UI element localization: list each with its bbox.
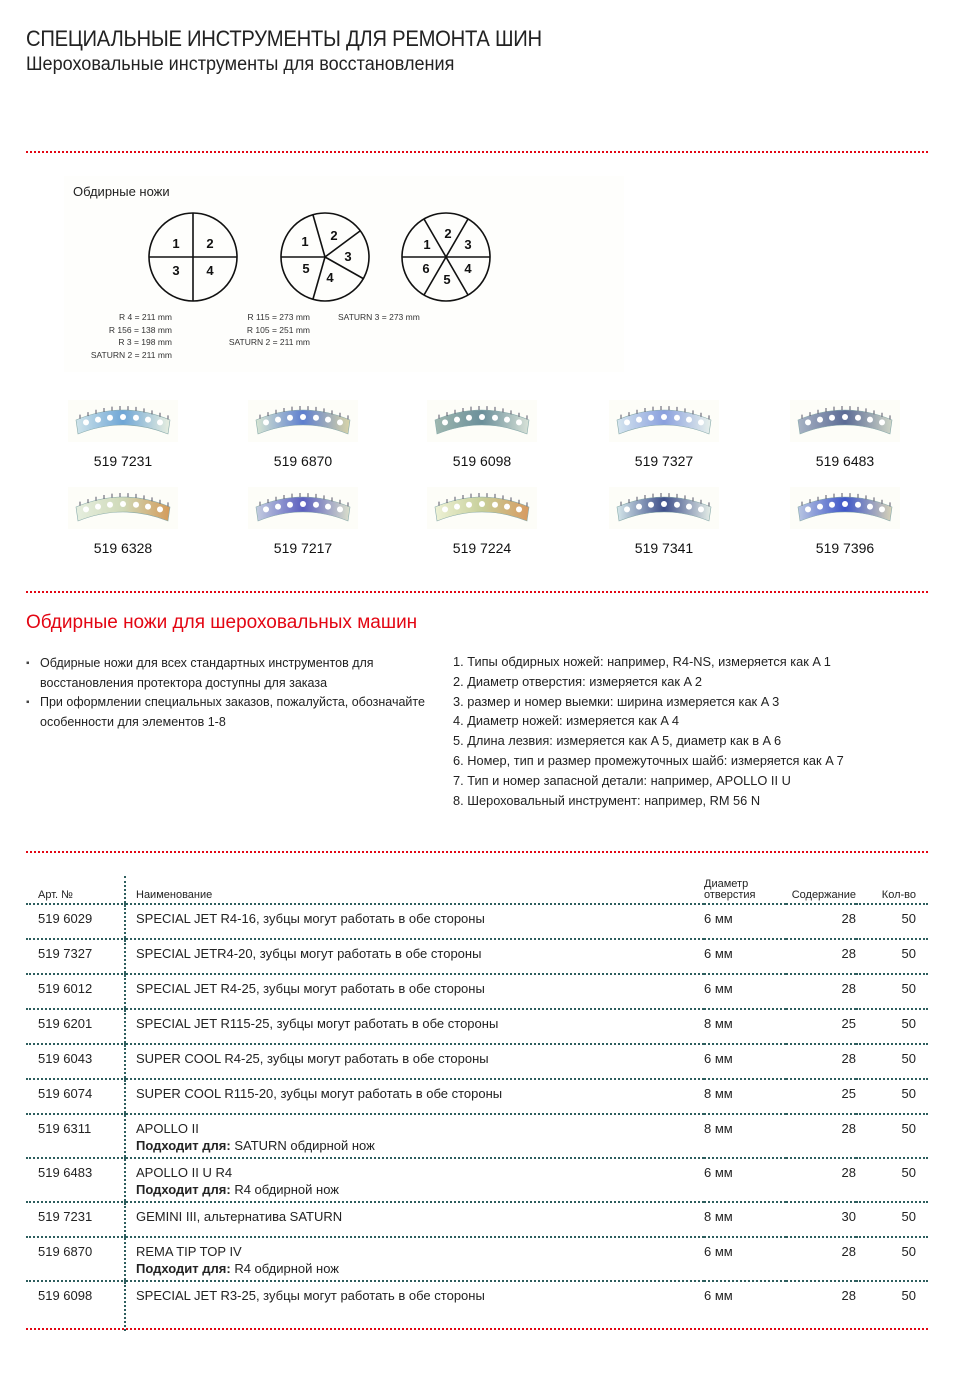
product-name: SPECIAL JET R4-25, зубцы могут работать в обе стороны xyxy=(125,974,704,1009)
diagram-notes-2: R 115 = 273 mm R 105 = 251 mm SATURN 2 = 211 mm xyxy=(228,312,310,347)
article-number: 519 6311 xyxy=(26,1114,125,1158)
segment-label: 4 xyxy=(206,263,214,278)
segment-label: 6 xyxy=(422,261,430,276)
rasp-blade-image xyxy=(790,487,900,529)
table-row xyxy=(26,1281,928,1331)
numbered-item: 5. Длина лезвия: измеряется как A 5, диаметр как в A 6 xyxy=(453,733,782,749)
blade-item xyxy=(243,487,363,556)
blade-article-number: 519 7217 xyxy=(273,540,333,556)
quantity: 50 xyxy=(856,904,928,939)
table-row xyxy=(26,974,928,1009)
content-count: 30 xyxy=(786,1202,856,1237)
content-count: 25 xyxy=(786,1079,856,1114)
hole-diameter: 8 мм xyxy=(704,1009,786,1044)
article-number: 519 7231 xyxy=(26,1202,125,1237)
quantity: 50 xyxy=(856,1158,928,1202)
content-count: 25 xyxy=(786,1009,856,1044)
article-number: 519 6201 xyxy=(26,1009,125,1044)
segment-label: 1 xyxy=(301,234,309,249)
blade-item xyxy=(785,400,905,469)
numbered-item: 8. Шероховальный инструмент: например, RM 56 N xyxy=(453,792,761,808)
divider xyxy=(26,151,928,153)
rasp-blade-image xyxy=(427,487,537,529)
segment-label: 2 xyxy=(206,236,214,251)
segment-label: 1 xyxy=(172,236,180,251)
content-count: 28 xyxy=(786,904,856,939)
blade-article-number: 519 7341 xyxy=(634,540,694,556)
blade-item xyxy=(422,400,542,469)
diagram-caption: Обдирные ножи xyxy=(73,184,170,199)
rasp-blade-image xyxy=(68,400,178,442)
content-count: 28 xyxy=(786,1044,856,1079)
table-row xyxy=(26,1079,928,1114)
blade-item xyxy=(785,487,905,556)
bullet-item: ▪ Обдирные ножи для всех стандартных инструментов для восстановления протектора доступны для заказа xyxy=(26,654,426,693)
diagram-circle-4-segments xyxy=(149,213,237,301)
product-name: SPECIAL JETR4-20, зубцы могут работать в обе стороны xyxy=(125,939,704,974)
divider xyxy=(26,591,928,593)
article-number: 519 6043 xyxy=(26,1044,125,1079)
diagram-notes-1: R 4 = 211 mm R 156 = 138 mm R 3 = 198 mm SATURN 2 = 211 mm xyxy=(90,312,172,360)
segment-label: 3 xyxy=(172,263,180,278)
numbered-item: 6. Номер, тип и размер промежуточных шайб: измеряется как A 7 xyxy=(453,752,844,768)
product-name: SPECIAL JET R3-25, зубцы могут работать в обе стороны xyxy=(125,1281,704,1331)
product-name: APOLLO II Подходит для: SATURN обдирной нож xyxy=(125,1114,704,1158)
blade-article-number: 519 6483 xyxy=(815,453,875,469)
rasp-blade-image xyxy=(609,487,719,529)
article-number: 519 6483 xyxy=(26,1158,125,1202)
segment-label: 5 xyxy=(302,261,310,276)
hole-diameter: 8 мм xyxy=(704,1079,786,1114)
blade-item xyxy=(63,487,183,556)
hole-diameter: 6 мм xyxy=(704,904,786,939)
table-row xyxy=(26,1114,928,1158)
product-name: SPECIAL JET R4-16, зубцы могут работать в обе стороны xyxy=(125,904,704,939)
hole-diameter: 6 мм xyxy=(704,939,786,974)
diagram-circle-6-segments xyxy=(402,213,490,301)
table-row xyxy=(26,1009,928,1044)
header-diameter: Диаметр отверстия xyxy=(704,876,786,904)
product-name: SUPER COOL R115-20, зубцы могут работать в обе стороны xyxy=(125,1079,704,1114)
product-name: SUPER COOL R4-25, зубцы могут работать в обе стороны xyxy=(125,1044,704,1079)
table-row xyxy=(26,1044,928,1079)
content-count: 28 xyxy=(786,1114,856,1158)
quantity: 50 xyxy=(856,1079,928,1114)
hole-diameter: 6 мм xyxy=(704,1158,786,1202)
rasp-blade-image xyxy=(248,487,358,529)
hole-diameter: 6 мм xyxy=(704,1044,786,1079)
blade-item xyxy=(63,400,183,469)
content-count: 28 xyxy=(786,1237,856,1281)
blade-item xyxy=(604,400,724,469)
blade-item xyxy=(604,487,724,556)
table-row xyxy=(26,904,928,939)
divider xyxy=(26,1328,928,1330)
hole-diameter: 6 мм xyxy=(704,974,786,1009)
quantity: 50 xyxy=(856,1044,928,1079)
segment-label: 3 xyxy=(344,249,352,264)
quantity: 50 xyxy=(856,974,928,1009)
article-number: 519 6870 xyxy=(26,1237,125,1281)
blade-article-number: 519 6328 xyxy=(93,540,153,556)
blade-article-number: 519 7231 xyxy=(93,453,153,469)
article-number: 519 6074 xyxy=(26,1079,125,1114)
article-number: 519 6098 xyxy=(38,1288,93,1303)
product-name: APOLLO II U R4 Подходит для: R4 обдирной нож xyxy=(125,1158,704,1202)
section-title: Обдирные ножи для шероховальных машин xyxy=(26,612,418,633)
hole-diameter: 8 мм xyxy=(704,1202,786,1237)
quantity: 50 xyxy=(856,1114,928,1158)
blade-item xyxy=(422,487,542,556)
article-number: 519 7327 xyxy=(26,939,125,974)
diagram-circle-5-segments xyxy=(281,213,369,301)
segment-label: 4 xyxy=(464,261,472,276)
table-row xyxy=(26,1237,928,1281)
rasp-blade-image xyxy=(248,400,358,442)
segment-label: 5 xyxy=(443,272,451,287)
blade-article-number: 519 7224 xyxy=(452,540,512,556)
hole-diameter: 6 мм xyxy=(704,1288,733,1303)
table-row xyxy=(26,939,928,974)
header-name: Наименование xyxy=(125,876,704,904)
segment-label: 2 xyxy=(444,226,452,241)
product-name: SPECIAL JET R115-25, зубцы могут работать в обе стороны xyxy=(125,1009,704,1044)
segment-label: 4 xyxy=(326,270,334,285)
blade-item xyxy=(243,400,363,469)
blade-article-number: 519 7327 xyxy=(634,453,694,469)
segment-label: 2 xyxy=(330,228,338,243)
segment-label: 1 xyxy=(423,237,431,252)
header-content: Содержание xyxy=(786,876,856,904)
table-row xyxy=(26,1202,928,1237)
blade-article-number: 519 7396 xyxy=(815,540,875,556)
segment-label: 3 xyxy=(464,237,472,252)
rasp-blade-image xyxy=(790,400,900,442)
content-count: 28 xyxy=(786,939,856,974)
quantity: 50 xyxy=(901,1288,916,1303)
quantity: 50 xyxy=(856,939,928,974)
content-count: 28 xyxy=(786,974,856,1009)
blade-article-number: 519 6098 xyxy=(452,453,512,469)
fits-for: Подходит для: R4 обдирной нож xyxy=(136,1182,339,1197)
product-name: REMA TIP TOP IV Подходит для: R4 обдирной нож xyxy=(125,1237,704,1281)
quantity: 50 xyxy=(856,1009,928,1044)
numbered-item: 3. размер и номер выемки: ширина измеряется как A 3 xyxy=(453,693,780,709)
header-art-no: Арт. № xyxy=(26,876,125,904)
article-number: 519 6012 xyxy=(26,974,125,1009)
page-subtitle: Шероховальные инструменты для восстановления xyxy=(26,54,455,75)
header-qty: Кол-во xyxy=(856,876,928,904)
quantity: 50 xyxy=(856,1237,928,1281)
bullet-item: ▪ При оформлении специальных заказов, пожалуйста, обозначайте особенности для элементов 1-8 xyxy=(26,693,426,732)
hole-diameter: 6 мм xyxy=(704,1237,786,1281)
page-title: СПЕЦИАЛЬНЫЕ ИНСТРУМЕНТЫ ДЛЯ РЕМОНТА ШИН xyxy=(26,26,542,51)
numbered-item: 2. Диаметр отверстия: измеряется как A 2 xyxy=(453,673,702,689)
blade-article-number: 519 6870 xyxy=(273,453,333,469)
table-header-row xyxy=(26,876,928,904)
numbered-item: 4. Диаметр ножей: измеряется как A 4 xyxy=(453,713,679,729)
product-name: GEMINI III, альтернатива SATURN xyxy=(125,1202,704,1237)
numbered-list xyxy=(453,652,844,810)
product-table xyxy=(26,876,928,1331)
numbered-item: 7. Тип и номер запасной детали: например, APOLLO II U xyxy=(453,772,791,788)
article-number: 519 6029 xyxy=(26,904,125,939)
numbered-item: 1. Типы обдирных ножей: например, R4-NS, измеряется как A 1 xyxy=(453,654,831,669)
quantity: 50 xyxy=(856,1202,928,1237)
rasp-blade-image xyxy=(68,487,178,529)
hole-diameter: 8 мм xyxy=(704,1114,786,1158)
rasp-blade-image xyxy=(427,400,537,442)
rasp-blade-image xyxy=(609,400,719,442)
bullet-list xyxy=(26,654,426,732)
divider xyxy=(26,851,928,853)
content-count: 28 xyxy=(841,1288,856,1303)
content-count: 28 xyxy=(786,1158,856,1202)
diagram-notes-3: SATURN 3 = 273 mm xyxy=(338,312,420,322)
table-row xyxy=(26,1158,928,1202)
fits-for: Подходит для: SATURN обдирной нож xyxy=(136,1138,375,1153)
fits-for: Подходит для: R4 обдирной нож xyxy=(136,1261,339,1276)
